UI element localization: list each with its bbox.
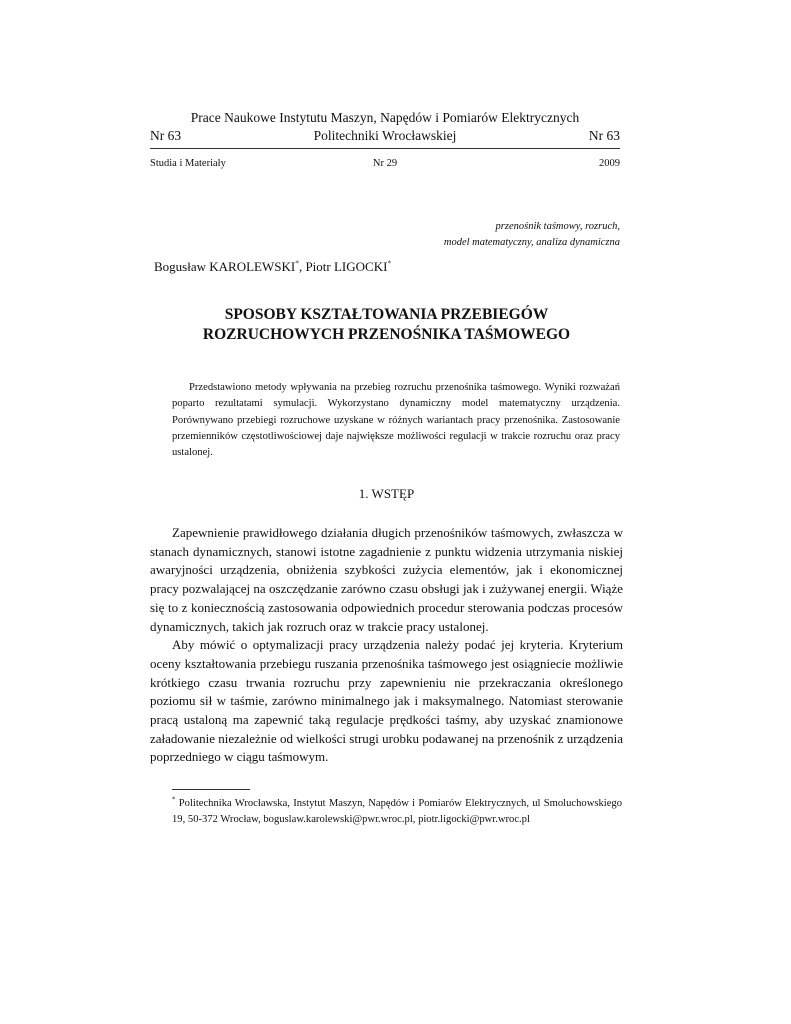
author-2: Piotr LIGOCKI	[305, 259, 388, 274]
journal-number-left: Nr 63	[150, 128, 182, 143]
footnote	[172, 796, 622, 828]
authors-line	[154, 259, 391, 275]
paper-title	[150, 305, 623, 345]
footnote-paragraph	[172, 796, 622, 828]
paper-title-line-2: ROZRUCHOWYCH PRZENOŚNIKA TAŚMOWEGO	[202, 326, 571, 343]
author-2-affiliation-mark: *	[387, 258, 392, 268]
journal-university: Politechniki Wrocławskiej	[313, 128, 457, 143]
journal-number-right: Nr 63	[588, 128, 620, 143]
author-1-affiliation-mark: *	[295, 258, 299, 268]
keywords-block	[300, 219, 620, 251]
footnote-mark: *	[172, 795, 176, 804]
paragraph: Zapewnienie prawidłowego działania długich przenośników taśmowych, zwłaszcza w stanach dynamicznych, stanowi istotne zagadnienie z punktu widzenia utrzymania niskiej awaryjności urządzenia, obniżenia szybkości zużycia elementów, jak i ekonomicznej pracy pozwalającej na oszczędzanie zarówno czasu obsługi jak i zużywanej energii. Wiąże się to z koniecznością zastosowania odpowiednich procedur sterowania podczas procesów dynamicznych, takich jak rozruch oraz w trakcie pracy ustalonej.	[150, 525, 623, 634]
publication-year: 2009	[599, 158, 620, 169]
keywords-line-1: przenośnik taśmowy, rozruch,	[495, 221, 620, 232]
abstract-text: Przedstawiono metody wpływania na przebieg rozruchu przenośnika taśmowego. Wyniki rozważań poparto rezultatami symulacji. Wykorzystano dynamiczny model matematyczny urządzenia. Porównywano przebiegi rozruchowe uzyskane w różnych wariantach pracy przenośnika. Zastosowanie przemienników częstotliwościowej daje największe możliwości regulacji w trakcie rozruchu oraz pracy ustalonej.	[172, 382, 620, 459]
footnote-divider	[172, 789, 250, 790]
series-name: Studia i Materiały	[150, 158, 226, 169]
section-heading: 1. WSTĘP	[358, 486, 415, 501]
header-divider	[150, 148, 620, 149]
abstract	[172, 380, 620, 461]
issue-number: Nr 29	[372, 158, 398, 169]
journal-header-row	[150, 128, 620, 146]
author-separator: ,	[298, 259, 306, 274]
paper-title-line-1: SPOSOBY KSZTAŁTOWANIA PRZEBIEGÓW	[224, 306, 549, 323]
author-1: Bogusław KAROLEWSKI	[154, 259, 296, 274]
footnote-text: Politechnika Wrocławska, Instytut Maszyn, Napędów i Pomiarów Elektrycznych, ul Smoluchowskiego 19, 50-372 Wrocław, boguslaw.karolewski@pwr.wroc.pl, piotr.ligocki@pwr.wroc.pl	[172, 798, 622, 825]
body-text	[150, 524, 623, 767]
keywords-line-2: model matematyczny, analiza dynamiczna	[443, 237, 620, 248]
journal-institute-line: Prace Naukowe Instytutu Maszyn, Napędów i Pomiarów Elektrycznych	[190, 110, 580, 125]
journal-subheader-row	[150, 158, 620, 172]
paragraph: Aby mówić o optymalizacji pracy urządzenia należy podać jej kryteria. Kryterium oceny kształtowania przebiegu ruszania przenośnika taśmowego jest osiągniecie możliwie krótkiego czasu trwania rozruchu przy zapewnieniu nie przekraczania określonego poziomu sił w taśmie, zarówno minimalnego jak i maksymalnego. Natomiast sterowanie pracą ustaloną ma zapewnić taką regulacje prędkości taśmy, aby uzyskać znamionowe załadowanie niezależnie od wielkości strugi urobku podawanej na przenośnik z urządzenia poprzedniego w ciągu taśmowym.	[150, 637, 623, 765]
